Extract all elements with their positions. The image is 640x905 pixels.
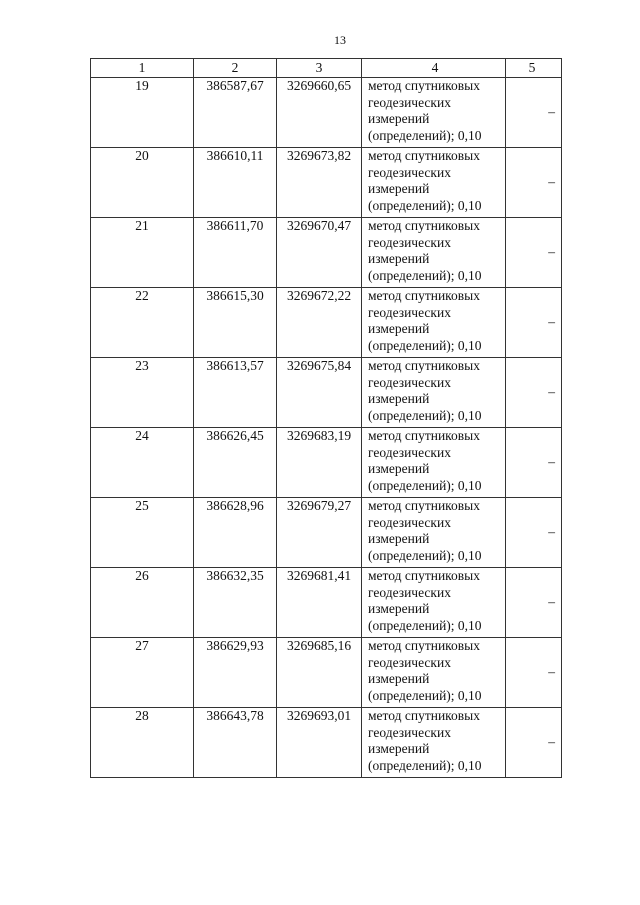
coordinate-x: 386626,45	[194, 428, 277, 498]
point-number: 24	[91, 428, 194, 498]
table-row	[91, 428, 562, 498]
method-accuracy: метод спутниковых геодезических измерений (определений); 0,10	[362, 148, 506, 218]
page-number: 13	[334, 33, 346, 47]
point-number: 27	[91, 638, 194, 708]
column-header: 1	[91, 59, 194, 78]
coordinate-y: 3269681,41	[277, 568, 362, 638]
coordinate-y: 3269673,82	[277, 148, 362, 218]
method-accuracy: метод спутниковых геодезических измерений (определений); 0,10	[362, 218, 506, 288]
point-number: 26	[91, 568, 194, 638]
note-cell: –	[506, 288, 562, 358]
table-row	[91, 358, 562, 428]
column-header: 2	[194, 59, 277, 78]
note-cell: –	[506, 708, 562, 778]
column-header: 4	[362, 59, 506, 78]
method-accuracy: метод спутниковых геодезических измерений (определений); 0,10	[362, 78, 506, 148]
note-cell: –	[506, 218, 562, 288]
table-row	[91, 498, 562, 568]
note-cell: –	[506, 358, 562, 428]
note-cell: –	[506, 638, 562, 708]
point-number: 21	[91, 218, 194, 288]
coordinate-y: 3269693,01	[277, 708, 362, 778]
point-number: 25	[91, 498, 194, 568]
note-cell: –	[506, 568, 562, 638]
table-row	[91, 218, 562, 288]
note-cell: –	[506, 148, 562, 218]
method-accuracy: метод спутниковых геодезических измерений (определений); 0,10	[362, 288, 506, 358]
method-accuracy: метод спутниковых геодезических измерений (определений); 0,10	[362, 498, 506, 568]
point-number: 28	[91, 708, 194, 778]
table-row	[91, 708, 562, 778]
coordinate-y: 3269672,22	[277, 288, 362, 358]
coordinate-y: 3269660,65	[277, 78, 362, 148]
method-accuracy: метод спутниковых геодезических измерений (определений); 0,10	[362, 358, 506, 428]
point-number: 23	[91, 358, 194, 428]
table-row	[91, 638, 562, 708]
table-row	[91, 148, 562, 218]
point-number: 20	[91, 148, 194, 218]
method-accuracy: метод спутниковых геодезических измерений (определений); 0,10	[362, 708, 506, 778]
coordinate-y: 3269675,84	[277, 358, 362, 428]
coordinate-x: 386611,70	[194, 218, 277, 288]
coordinate-y: 3269679,27	[277, 498, 362, 568]
coordinates-table	[90, 58, 562, 778]
coordinate-y: 3269683,19	[277, 428, 362, 498]
coordinate-x: 386632,35	[194, 568, 277, 638]
coordinate-x: 386610,11	[194, 148, 277, 218]
table-row	[91, 568, 562, 638]
note-cell: –	[506, 498, 562, 568]
coordinate-x: 386587,67	[194, 78, 277, 148]
method-accuracy: метод спутниковых геодезических измерений (определений); 0,10	[362, 428, 506, 498]
coordinate-x: 386643,78	[194, 708, 277, 778]
table-row	[91, 78, 562, 148]
coordinate-x: 386615,30	[194, 288, 277, 358]
table-row	[91, 288, 562, 358]
point-number: 22	[91, 288, 194, 358]
note-cell: –	[506, 78, 562, 148]
coordinate-y: 3269685,16	[277, 638, 362, 708]
coordinate-x: 386613,57	[194, 358, 277, 428]
method-accuracy: метод спутниковых геодезических измерений (определений); 0,10	[362, 638, 506, 708]
column-header: 5	[506, 59, 562, 78]
coordinate-x: 386629,93	[194, 638, 277, 708]
coordinate-y: 3269670,47	[277, 218, 362, 288]
note-cell: –	[506, 428, 562, 498]
coordinate-x: 386628,96	[194, 498, 277, 568]
method-accuracy: метод спутниковых геодезических измерений (определений); 0,10	[362, 568, 506, 638]
point-number: 19	[91, 78, 194, 148]
column-header: 3	[277, 59, 362, 78]
table-header-row	[91, 59, 562, 78]
